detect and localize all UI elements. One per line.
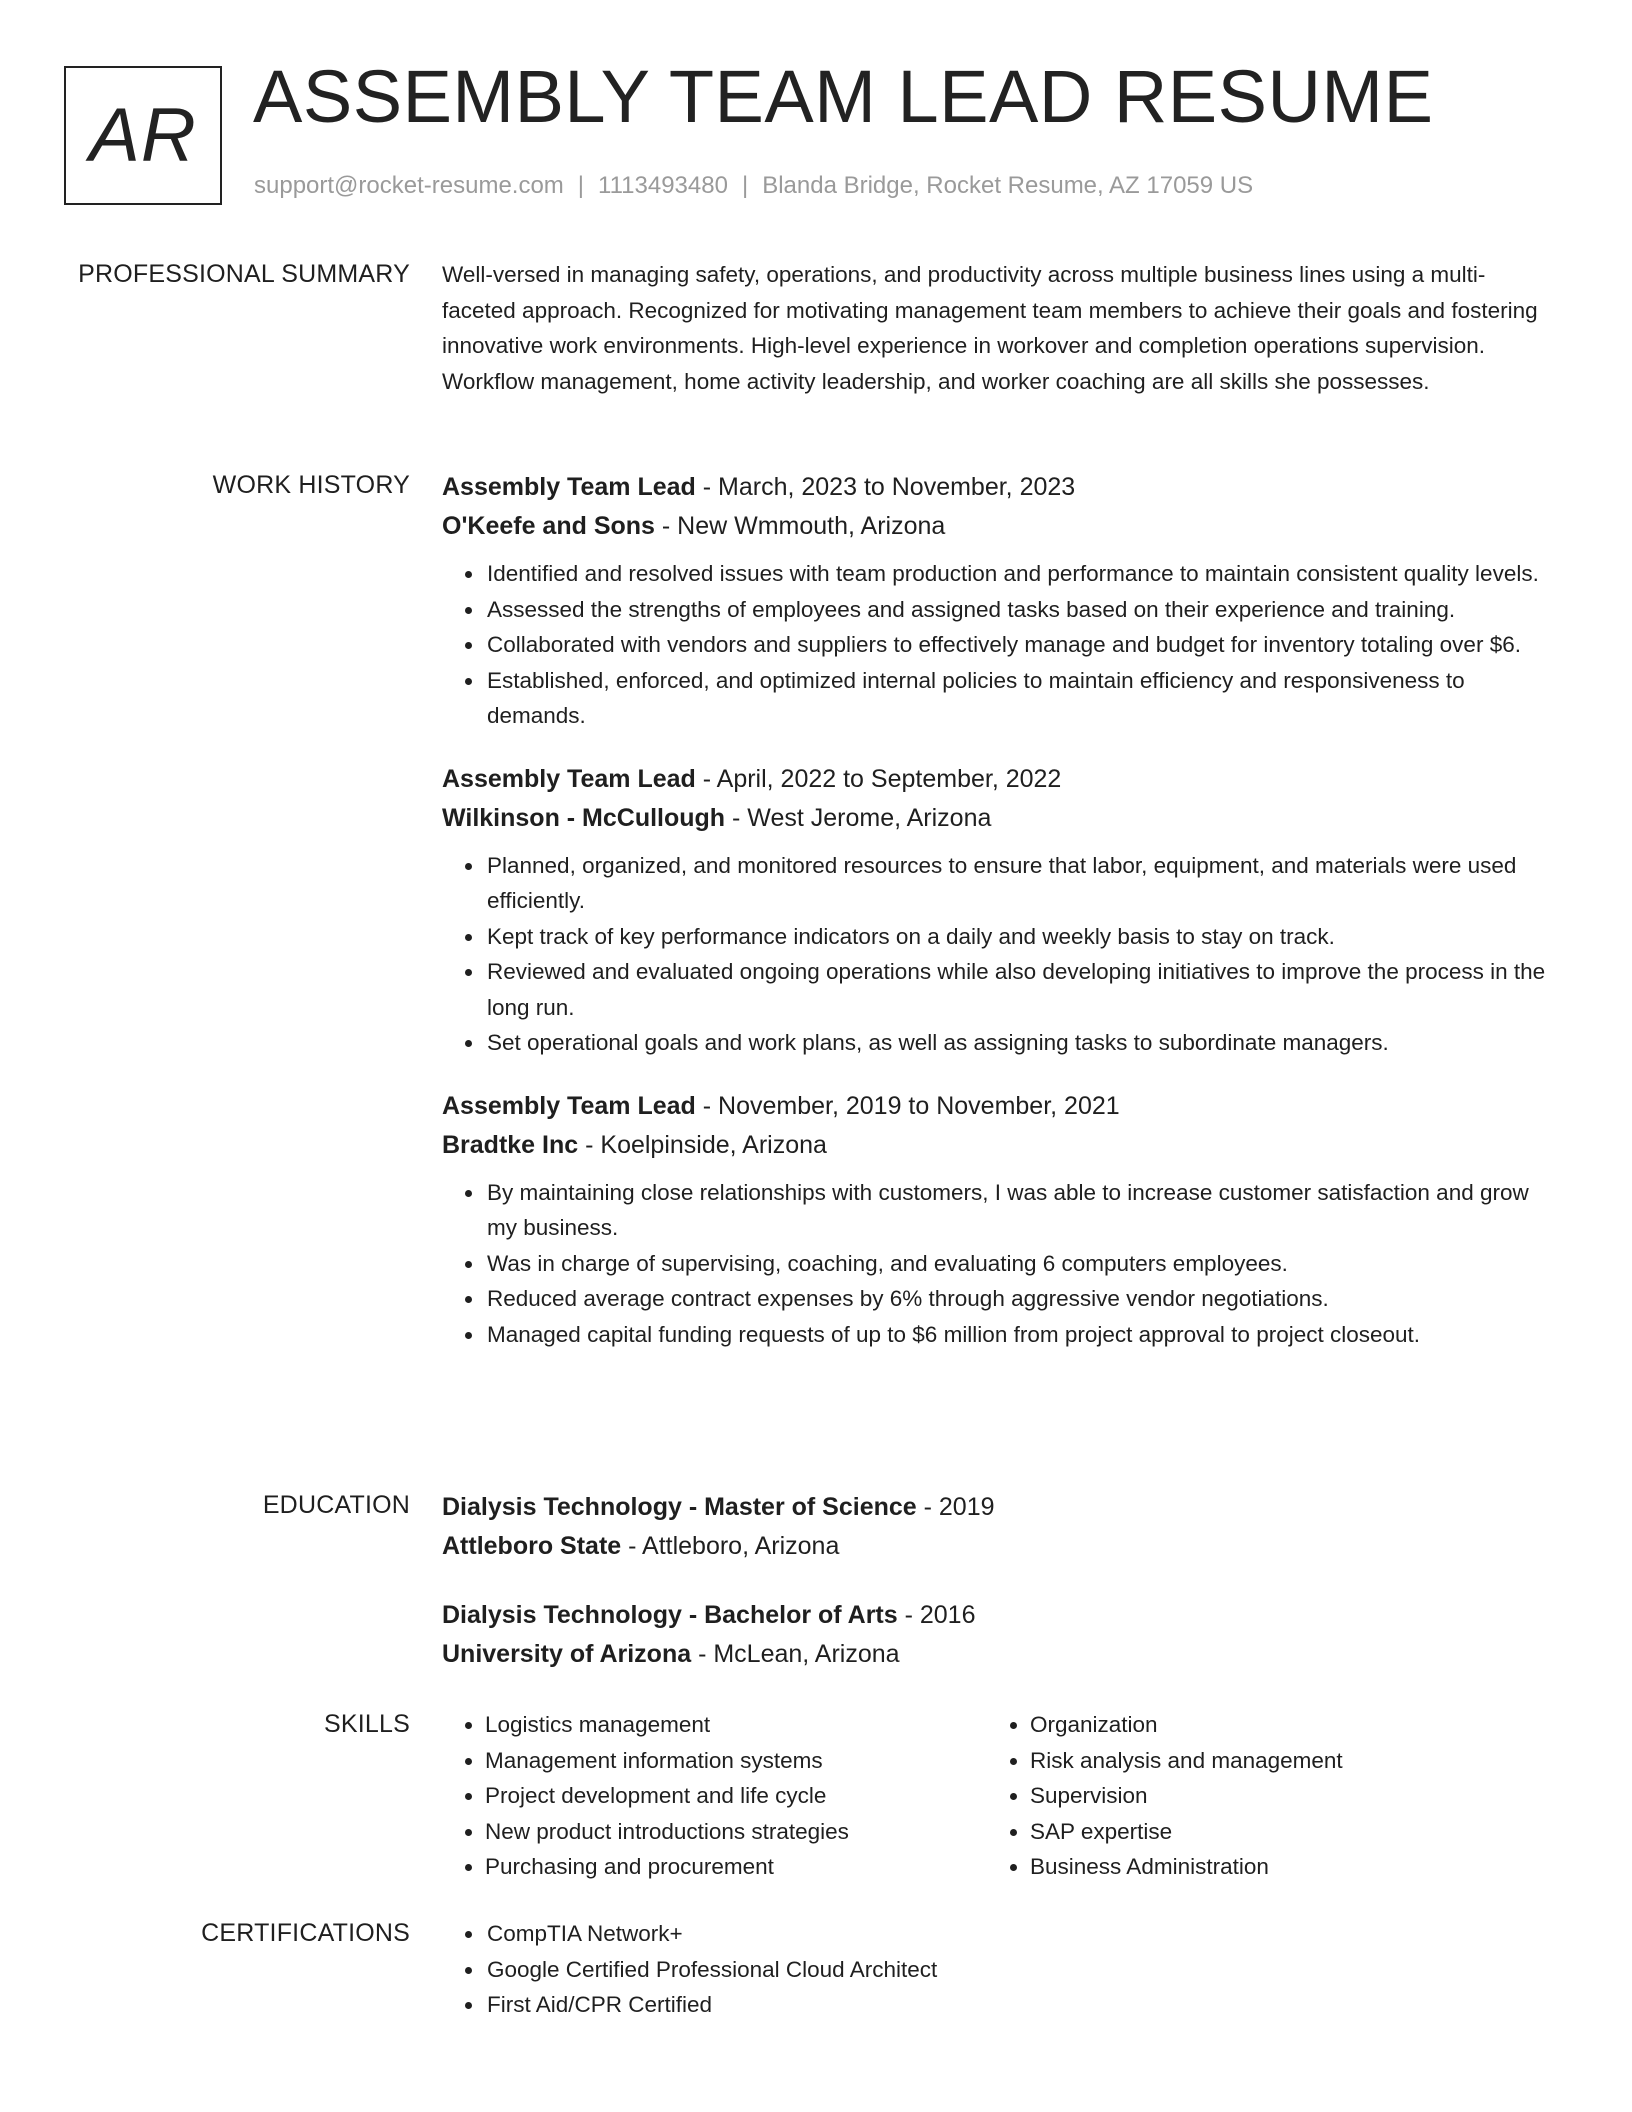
list-item: • Project development and life cycle (485, 1778, 985, 1814)
school-line (442, 1635, 1552, 1674)
job-title-line (442, 468, 1552, 507)
job-title: Assembly Team Lead (442, 473, 696, 501)
job-entry (442, 1087, 1552, 1353)
section-label: WORK HISTORY (212, 471, 410, 499)
list-item: • Management information systems (485, 1743, 985, 1779)
contact-separator: | (741, 172, 749, 199)
degree-line (442, 1488, 1552, 1527)
section-label: EDUCATION (262, 1491, 410, 1519)
job-title: Assembly Team Lead (442, 1091, 696, 1120)
job-bullets (442, 1175, 1552, 1353)
school-location: - Attleboro, Arizona (621, 1532, 840, 1560)
contact-separator: | (577, 172, 585, 199)
job-company: Bradtke Inc (442, 1130, 579, 1159)
school: University of Arizona (442, 1640, 692, 1668)
job-location: - West Jerome, Arizona (725, 803, 992, 832)
job-location: - New Wmmouth, Arizona (654, 512, 946, 540)
certifications-list (442, 1916, 1552, 2023)
list-item: • First Aid/CPR Certified (485, 1987, 1552, 2023)
degree: Dialysis Technology - Master of Science (442, 1493, 917, 1521)
job-dates: - November, 2019 to November, 2021 (695, 1091, 1120, 1120)
job-location: - Koelpinside, Arizona (578, 1130, 827, 1159)
degree-year: - 2016 (897, 1601, 976, 1629)
job-company: O'Keefe and Sons (442, 512, 655, 540)
list-item: • New product introductions strategies (485, 1814, 985, 1850)
summary-text: Well-versed in managing safety, operations, and productivity across multiple business lines using a multi-faceted approach. Recognized for motivating management team members to achieve their goals and fostering innovative work environments. High-level experience in workover and completion operations supervision. Workflow management, home activity leadership, and worker coaching are all skills she possesses. (442, 262, 1538, 394)
skills-list-left (442, 1707, 985, 1885)
section-label: PROFESSIONAL SUMMARY (78, 260, 410, 288)
list-item: • Assessed the strengths of employees and assigned tasks based on their experience and training. (485, 592, 1552, 628)
list-item: • Established, enforced, and optimized internal policies to maintain efficiency and responsiveness to demands. (485, 663, 1552, 734)
section-label: CERTIFICATIONS (201, 1919, 410, 1947)
contact-phone[interactable]: 1113493480 (598, 172, 728, 199)
list-item: • Logistics management (485, 1707, 985, 1743)
list-item: • Kept track of key performance indicators on a daily and weekly basis to stay on track. (485, 919, 1552, 955)
list-item: • Organization (1030, 1707, 1530, 1743)
job-title-line (442, 1087, 1552, 1126)
job-company-line (442, 799, 1552, 838)
list-item: • Purchasing and procurement (485, 1849, 985, 1885)
job-company-line (442, 507, 1552, 546)
job-company: Wilkinson - McCullough (442, 803, 726, 832)
list-item: • CompTIA Network+ (485, 1916, 1552, 1952)
skills-list-right (985, 1707, 1530, 1885)
job-company-line (442, 1126, 1552, 1165)
job-title-line (442, 760, 1552, 799)
page-title: ASSEMBLY TEAM LEAD RESUME (253, 55, 1434, 138)
degree: Dialysis Technology - Bachelor of Arts (442, 1601, 898, 1629)
job-dates: - March, 2023 to November, 2023 (695, 473, 1076, 501)
list-item: • By maintaining close relationships with customers, I was able to increase customer satisfaction and grow my business. (485, 1175, 1552, 1246)
section-label: SKILLS (324, 1710, 410, 1738)
degree-year: - 2019 (916, 1493, 995, 1521)
list-item: • Reviewed and evaluated ongoing operations while also developing initiatives to improve the process in the long run. (485, 954, 1552, 1025)
list-item: • Was in charge of supervising, coaching, and evaluating 6 computers employees. (485, 1246, 1552, 1282)
list-item: • Planned, organized, and monitored resources to ensure that labor, equipment, and materials were used efficiently. (485, 848, 1552, 919)
school-location: - McLean, Arizona (691, 1640, 900, 1668)
list-item: • Risk analysis and management (1030, 1743, 1530, 1779)
list-item: • Google Certified Professional Cloud Architect (485, 1952, 1552, 1988)
list-item: • SAP expertise (1030, 1814, 1530, 1850)
monogram-badge: AR (64, 66, 222, 205)
contact-address: Blanda Bridge, Rocket Resume, AZ 17059 US (762, 172, 1254, 199)
job-entry (442, 760, 1552, 1061)
job-dates: - April, 2022 to September, 2022 (695, 764, 1062, 793)
school-line (442, 1527, 1552, 1566)
education-entry (442, 1488, 1552, 1566)
job-entry (442, 468, 1552, 734)
list-item: • Identified and resolved issues with team production and performance to maintain consistent quality levels. (485, 556, 1552, 592)
degree-line (442, 1596, 1552, 1635)
list-item: • Business Administration (1030, 1849, 1530, 1885)
list-item: • Supervision (1030, 1778, 1530, 1814)
list-item: • Collaborated with vendors and suppliers to effectively manage and budget for inventory totaling over $6. (485, 627, 1552, 663)
education-entry (442, 1596, 1552, 1674)
list-item: • Managed capital funding requests of up to $6 million from project approval to project closeout. (485, 1317, 1552, 1353)
job-title: Assembly Team Lead (442, 764, 696, 793)
job-bullets (442, 848, 1552, 1061)
job-bullets (442, 556, 1552, 734)
skills-columns (442, 1707, 1552, 1885)
list-item: • Set operational goals and work plans, as well as assigning tasks to subordinate managers. (485, 1025, 1552, 1061)
contact-line (254, 172, 1253, 200)
school: Attleboro State (442, 1532, 622, 1560)
list-item: • Reduced average contract expenses by 6% through aggressive vendor negotiations. (485, 1281, 1552, 1317)
contact-email[interactable]: support@rocket-resume.com (254, 172, 564, 199)
